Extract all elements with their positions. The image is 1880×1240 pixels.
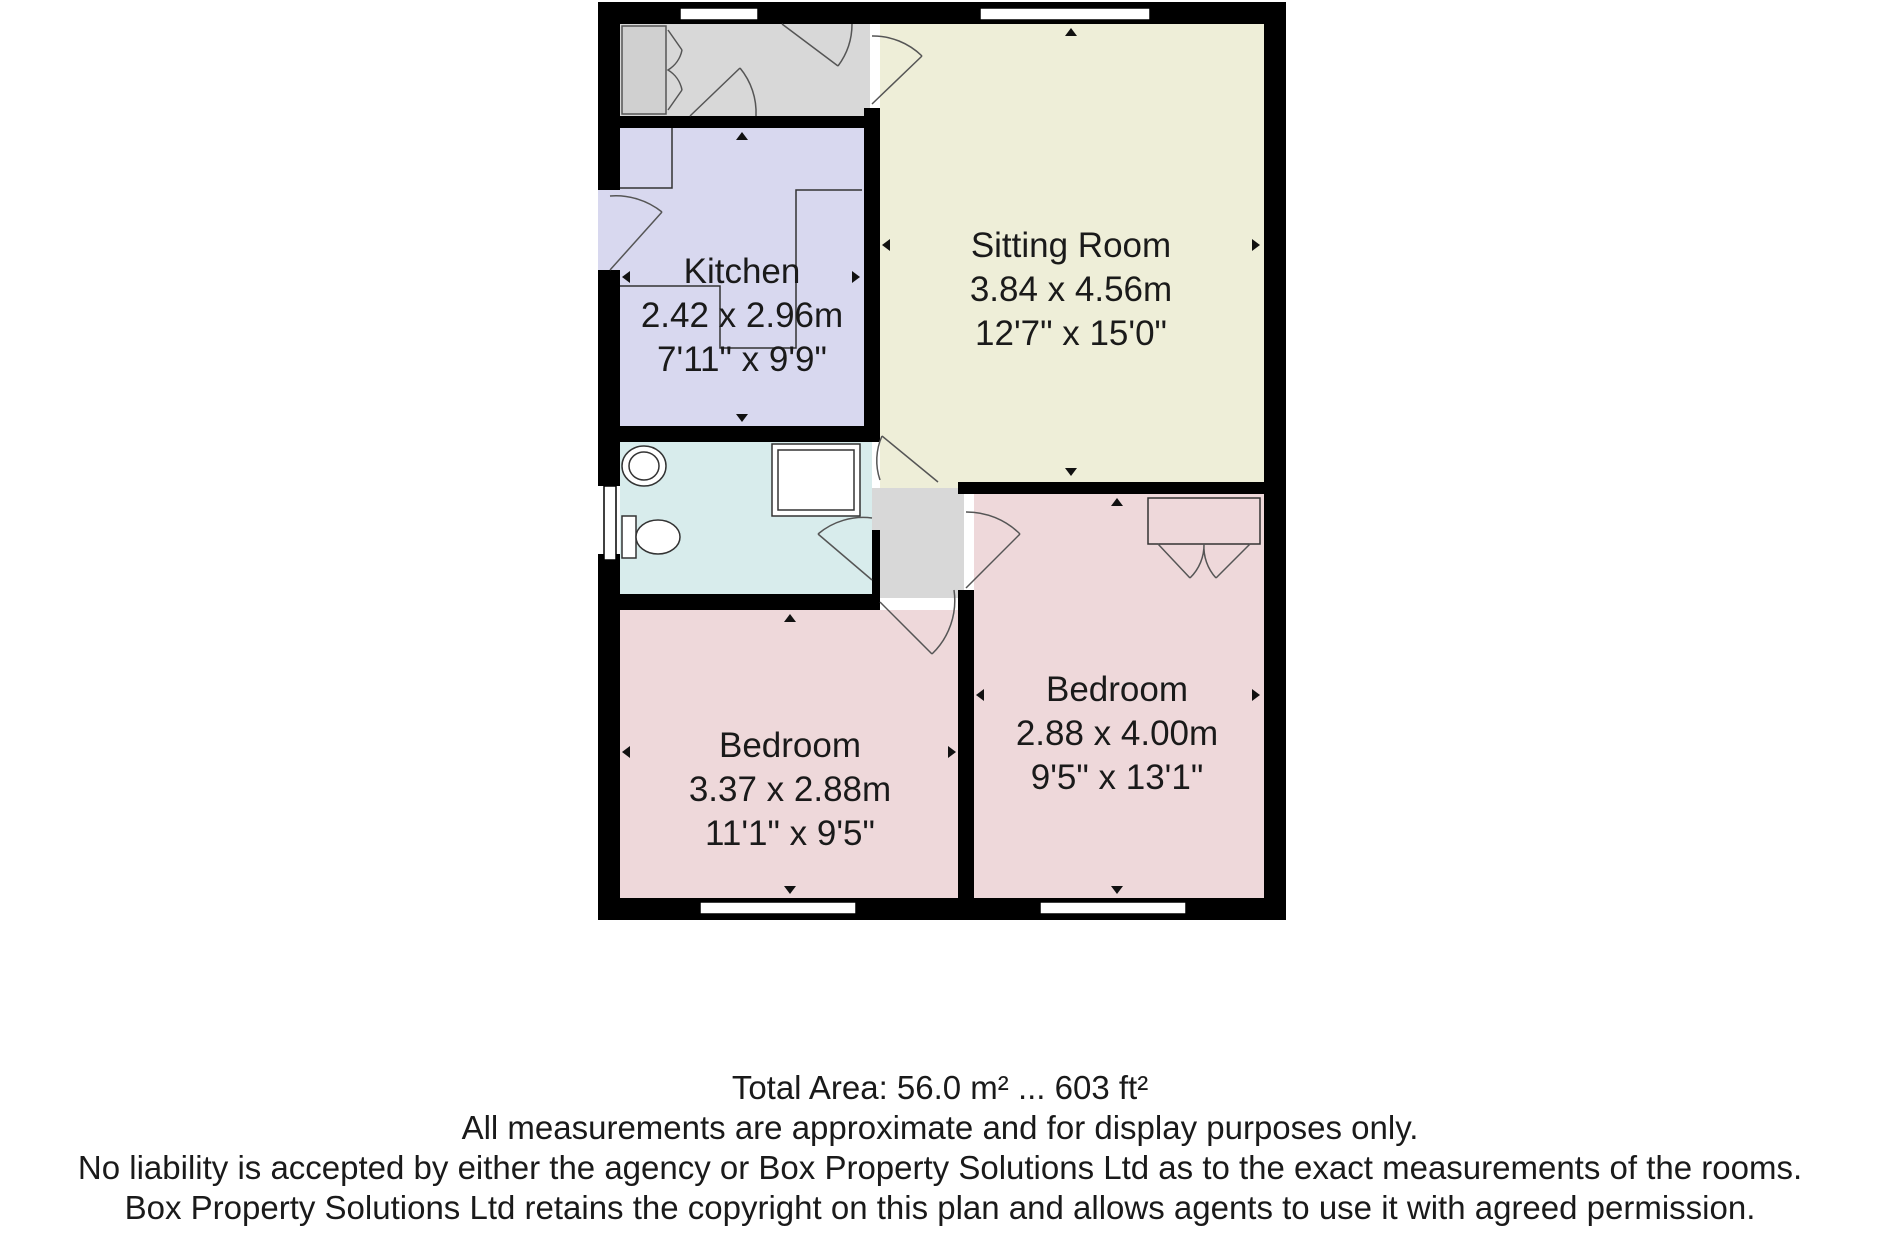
wall-kitchen-bath bbox=[620, 426, 880, 442]
window-lobby bbox=[680, 8, 758, 20]
toilet-cistern bbox=[622, 516, 636, 558]
bedroom-right-name: Bedroom bbox=[1045, 670, 1189, 709]
wall-kitchen-sitting bbox=[864, 108, 880, 438]
window-sitting-room bbox=[980, 8, 1150, 20]
disclaimer-line-2: No liability is accepted by either the agency or Box Property Solutions Ltd as to the exact measurements of the rooms. bbox=[77, 1149, 1803, 1186]
cupboard-box bbox=[622, 26, 666, 114]
wall-left-lower bbox=[598, 554, 620, 920]
kitchen-label bbox=[641, 250, 843, 382]
window-bedroom-right bbox=[1040, 902, 1186, 914]
wall-left-middle bbox=[598, 270, 620, 486]
sitting-room-label bbox=[970, 224, 1172, 356]
sitting-room-imperial: 12'7" x 15'0" bbox=[975, 314, 1167, 353]
lobby-cupboard bbox=[622, 26, 666, 114]
bedroom-right-imperial: 9'5" x 13'1" bbox=[1030, 758, 1204, 797]
bedroom-left-name: Bedroom bbox=[718, 726, 862, 765]
wall-left-upper bbox=[598, 2, 620, 190]
wall-bath-bedroom bbox=[620, 594, 880, 610]
bedroom-left-label bbox=[689, 724, 891, 856]
window-bedroom-left bbox=[700, 902, 856, 914]
kitchen-side-opening bbox=[598, 190, 620, 270]
wardrobe bbox=[1148, 498, 1260, 544]
bedroom-right-label bbox=[1016, 668, 1218, 800]
kitchen-name: Kitchen bbox=[683, 252, 801, 291]
kitchen-metric: 2.42 x 2.96m bbox=[640, 296, 844, 335]
bedroom-left-imperial: 11'1" x 9'5" bbox=[705, 814, 875, 853]
sitting-room-name: Sitting Room bbox=[970, 226, 1172, 265]
wall-bath-right bbox=[872, 530, 880, 610]
bedroom-right-metric: 2.88 x 4.00m bbox=[1015, 714, 1219, 753]
sitting-room-metric: 3.84 x 4.56m bbox=[969, 270, 1173, 309]
hall-floor bbox=[872, 488, 964, 598]
bedroom-left-metric: 3.37 x 2.88m bbox=[688, 770, 892, 809]
kitchen-imperial: 7'11" x 9'9" bbox=[657, 340, 827, 379]
total-area: Total Area: 56.0 m² ... 603 ft² bbox=[731, 1069, 1149, 1106]
shower-tray bbox=[772, 444, 860, 516]
disclaimer-line-3: Box Property Solutions Ltd retains the copyright on this plan and allows agents to use it with agreed permission. bbox=[124, 1189, 1756, 1226]
wall-hall-upper bbox=[958, 482, 970, 494]
disclaimer-line-1: All measurements are approximate and for display purposes only. bbox=[461, 1109, 1419, 1146]
wall-right bbox=[1264, 2, 1286, 920]
wall-bedroom-divider bbox=[958, 590, 974, 920]
wall-sitting-bedroom bbox=[958, 482, 1286, 494]
window-bathroom bbox=[604, 486, 616, 560]
sitting-room-hall-extension bbox=[880, 430, 958, 488]
plan-footer bbox=[0, 1068, 1880, 1228]
toilet-bowl bbox=[636, 520, 680, 554]
wall-lobby-kitchen bbox=[620, 116, 870, 128]
wardrobe-box bbox=[1148, 498, 1260, 544]
